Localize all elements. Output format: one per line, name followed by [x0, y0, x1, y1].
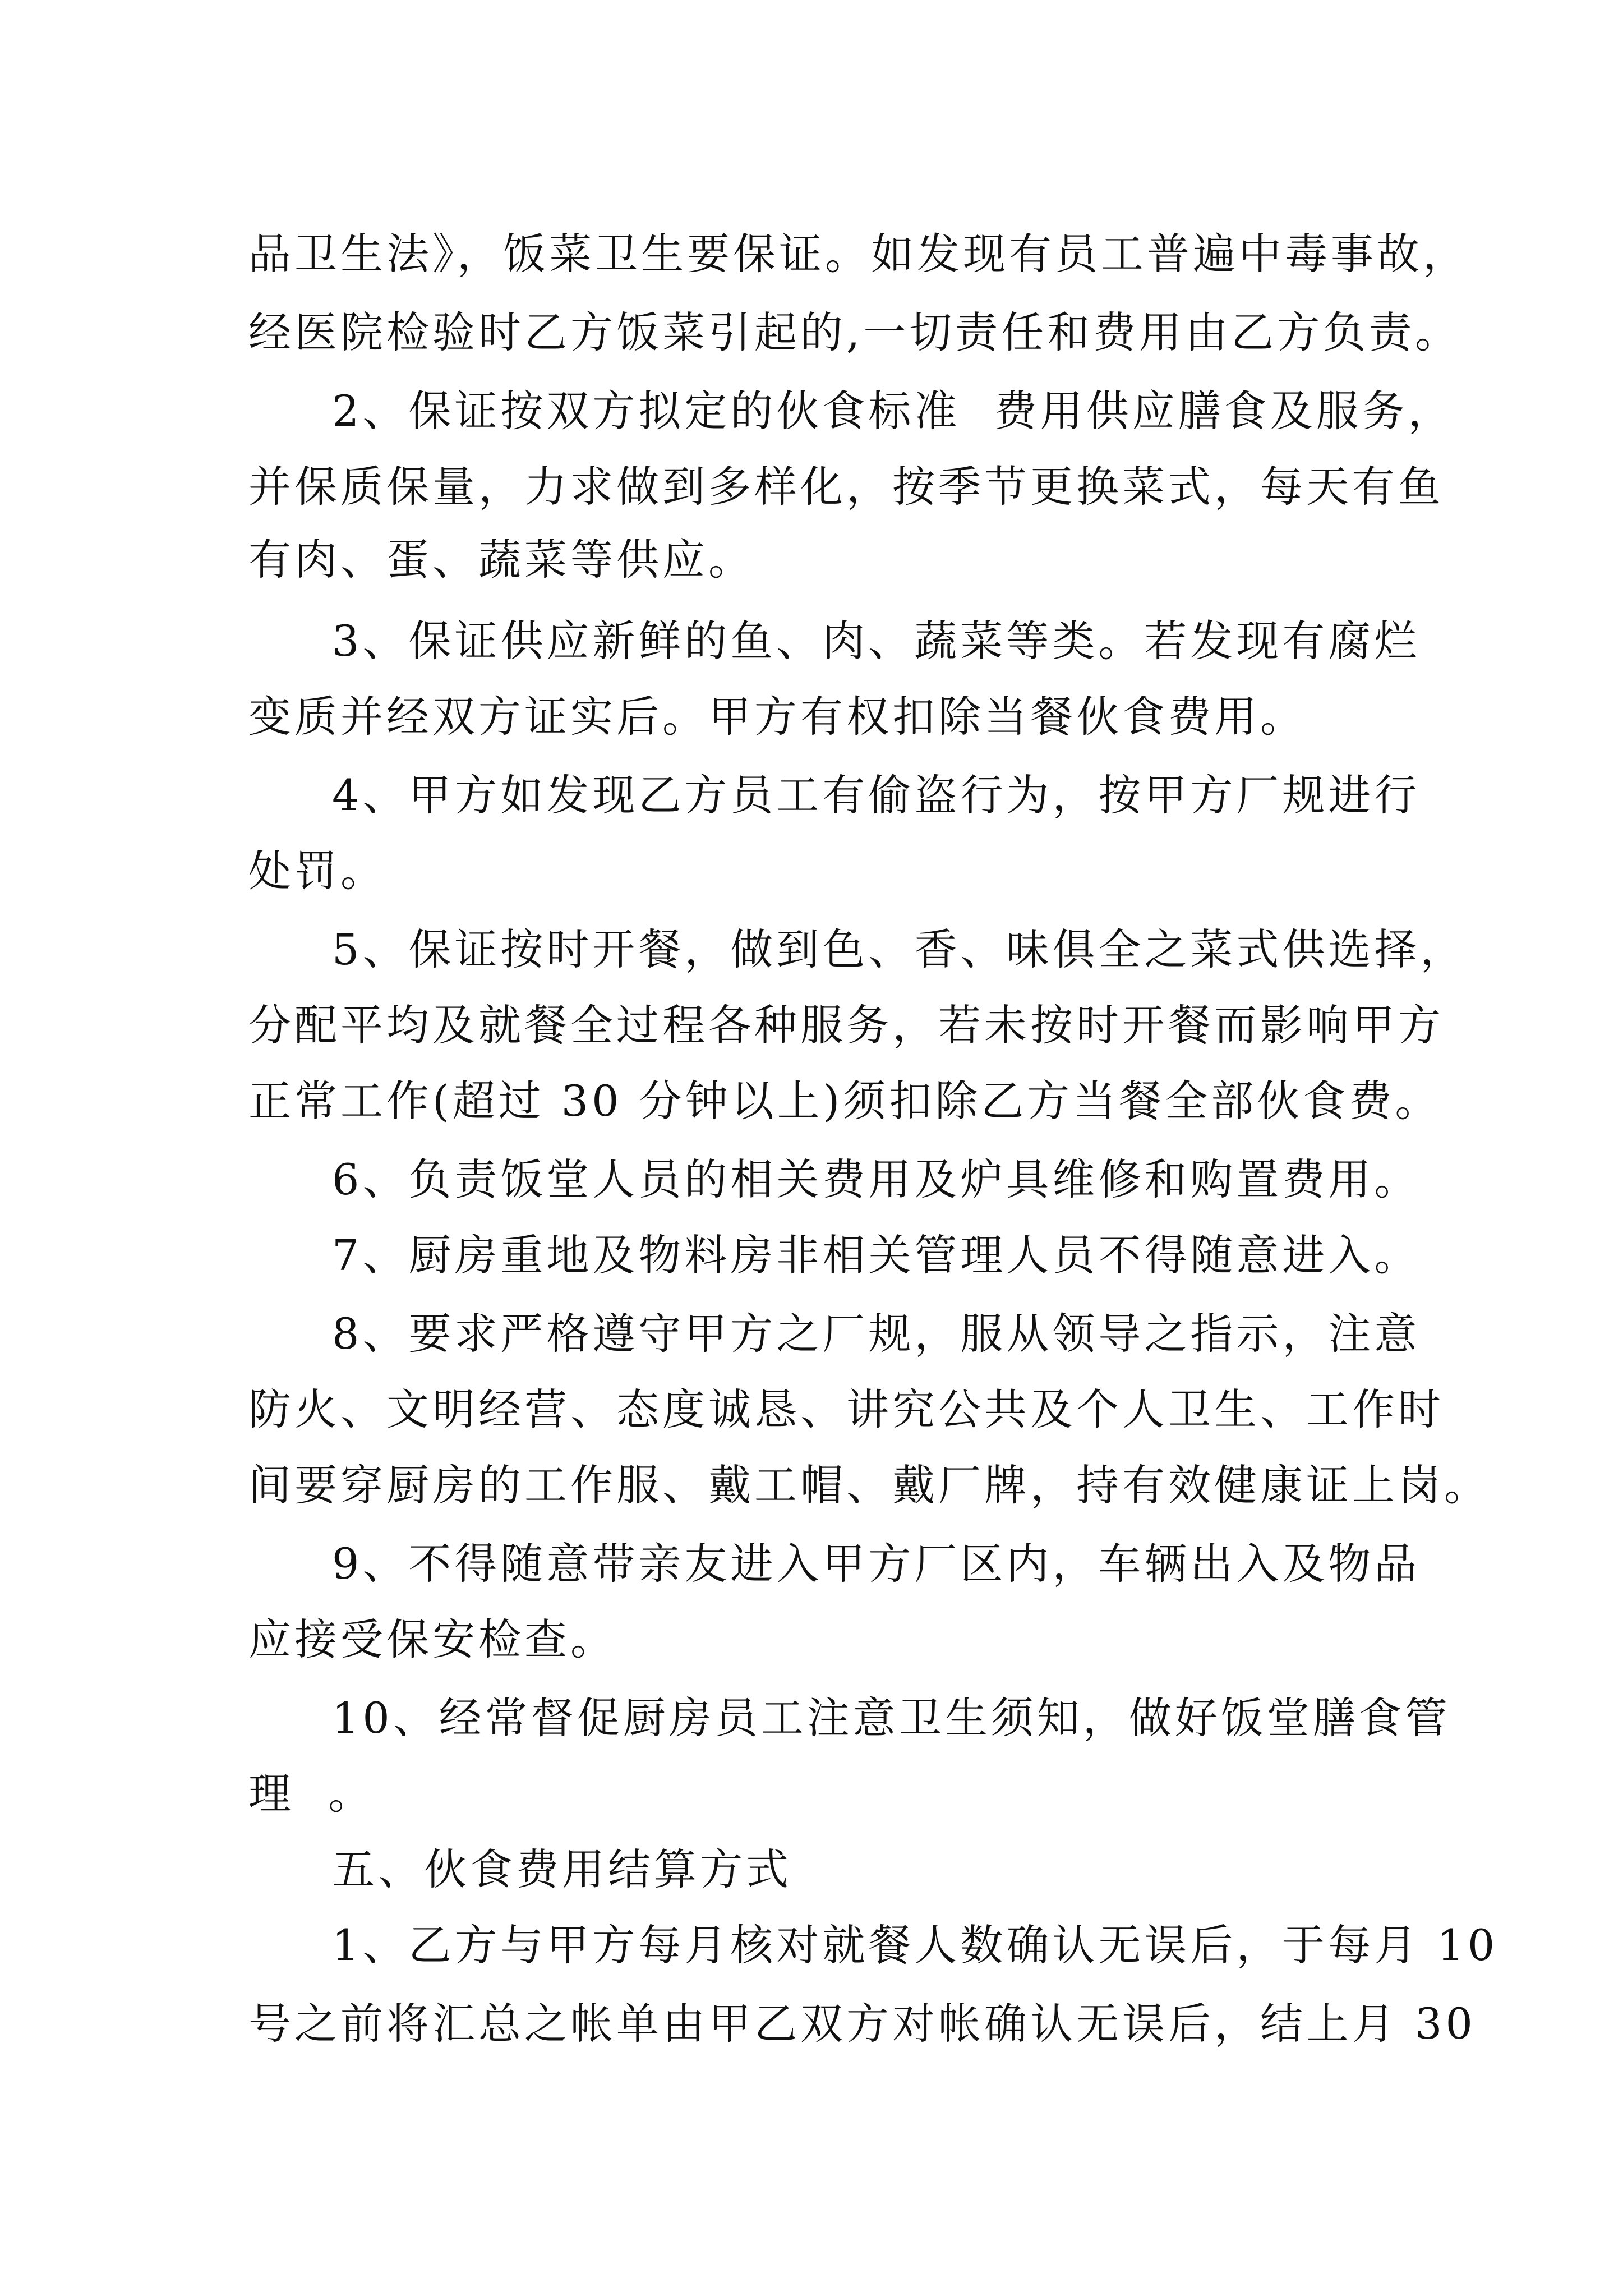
text-line: 10、经常督促厨房员工注意卫生须知，做好饭堂膳食管: [332, 1693, 1451, 1743]
text-line: 5、保证按时开餐，做到色、香、味俱全之菜式供选择，: [332, 924, 1467, 974]
section-heading: 五、伙食费用结算方式: [332, 1844, 792, 1894]
text-line: 4、甲方如发现乙方员工有偷盗行为，按甲方厂规进行: [332, 770, 1421, 820]
text-line: 防火、文明经营、态度诚恳、讲究公共及个人卫生、工作时: [248, 1384, 1444, 1434]
text-line: 处罚。: [248, 846, 386, 896]
text-line: 3、保证供应新鲜的鱼、肉、蔬菜等类。若发现有腐烂: [332, 616, 1421, 666]
text-line: 品卫生法》，饭菜卫生要保证。如发现有员工普遍中毒事故，: [248, 229, 1469, 279]
text-line: 2、保证按双方拟定的伙食标准 费用供应膳食及服务，: [332, 386, 1454, 436]
text-line: 分配平均及就餐全过程各种服务，若未按时开餐而影响甲方: [248, 1000, 1444, 1050]
text-line: 变质并经双方证实后。甲方有权扣除当餐伙食费用。: [248, 692, 1306, 742]
text-line: 9、不得随意带亲友进入甲方厂区内，车辆出入及物品: [332, 1539, 1421, 1589]
text-line: 间要穿厨房的工作服、戴工帽、戴厂牌，持有效健康证上岗。: [248, 1460, 1490, 1510]
text-line: 7、厨房重地及物料房非相关管理人员不得随意进入。: [332, 1230, 1421, 1280]
text-line: 理 。: [248, 1769, 375, 1819]
text-line: 经医院检验时乙方饭菜引起的,一切责任和费用由乙方负责。: [248, 307, 1461, 357]
text-line: 8、要求严格遵守甲方之厂规，服从领导之指示，注意: [332, 1309, 1421, 1359]
text-line: 应接受保安检查。: [248, 1614, 616, 1664]
text-line: 有肉、蛋、蔬菜等供应。: [248, 535, 754, 585]
text-line: 并保质保量，力求做到多样化，按季节更换菜式，每天有鱼: [248, 462, 1444, 512]
text-line: 正常工作(超过 30 分钟以上)须扣除乙方当餐全部伙食费。: [248, 1076, 1441, 1126]
text-line: 1、乙方与甲方每月核对就餐人数确认无误后，于每月 10: [332, 1920, 1498, 1970]
text-line: 号之前将汇总之帐单由甲乙双方对帐确认无误后，结上月 30: [248, 1999, 1476, 2049]
text-line: 6、负责饭堂人员的相关费用及炉具维修和购置费用。: [332, 1154, 1421, 1204]
